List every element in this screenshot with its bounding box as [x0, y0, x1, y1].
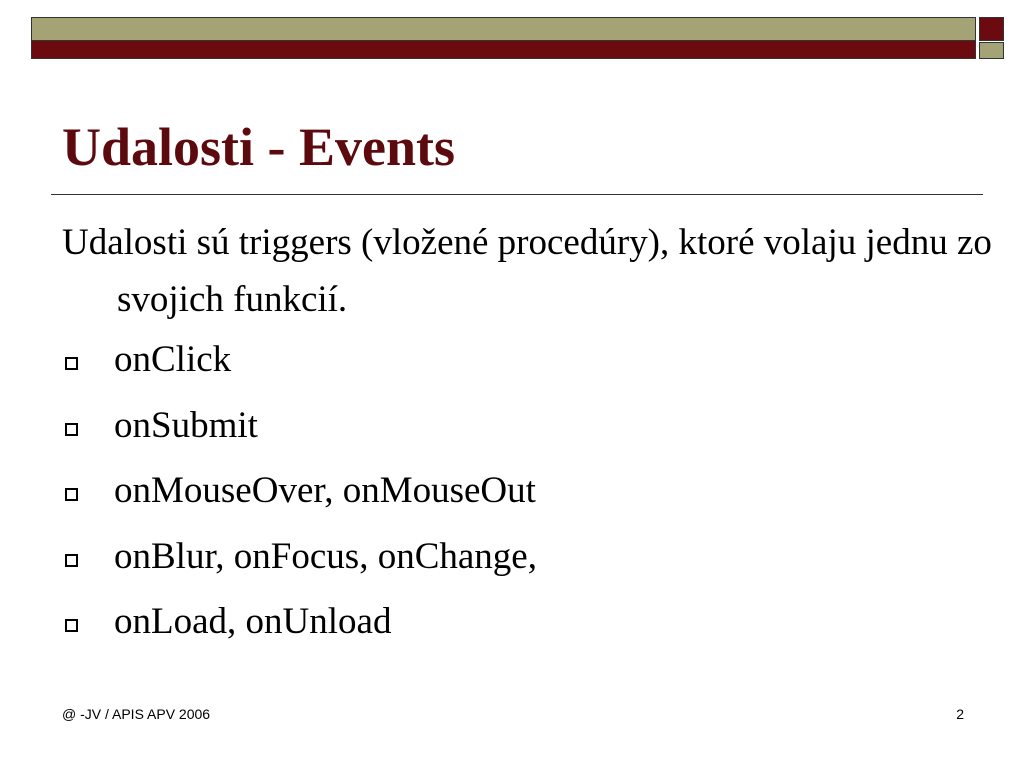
- intro-paragraph: Udalosti sú triggers (vložené procedúry), ktoré volaju jednu zo svojich funkcií.: [62, 222, 992, 320]
- list-item-label: onLoad, onUnload: [114, 601, 392, 642]
- hollow-square-bullet-icon: [65, 554, 78, 567]
- list-item-label: onSubmit: [114, 404, 258, 446]
- header-corner-square-olive: [979, 42, 1004, 59]
- hollow-square-bullet-icon: [65, 488, 78, 501]
- hollow-square-bullet-icon: [65, 423, 78, 436]
- list-item-label: onClick: [114, 339, 232, 380]
- footer-credit: @ -JV / APIS APV 2006: [62, 706, 211, 722]
- list-item-label: onBlur, onFocus, onChange,: [114, 535, 537, 577]
- page-number: 2: [956, 706, 964, 722]
- list-item-label: onMouseOver, onMouseOut: [114, 470, 536, 511]
- header-banner-maroon: [31, 41, 976, 59]
- header-corner-square-maroon: [979, 17, 1004, 41]
- title-divider: [51, 194, 983, 195]
- hollow-square-bullet-icon: [65, 357, 78, 370]
- header-banner-olive: [31, 17, 976, 41]
- hollow-square-bullet-icon: [65, 619, 78, 632]
- slide-title: Udalosti - Events: [62, 117, 456, 177]
